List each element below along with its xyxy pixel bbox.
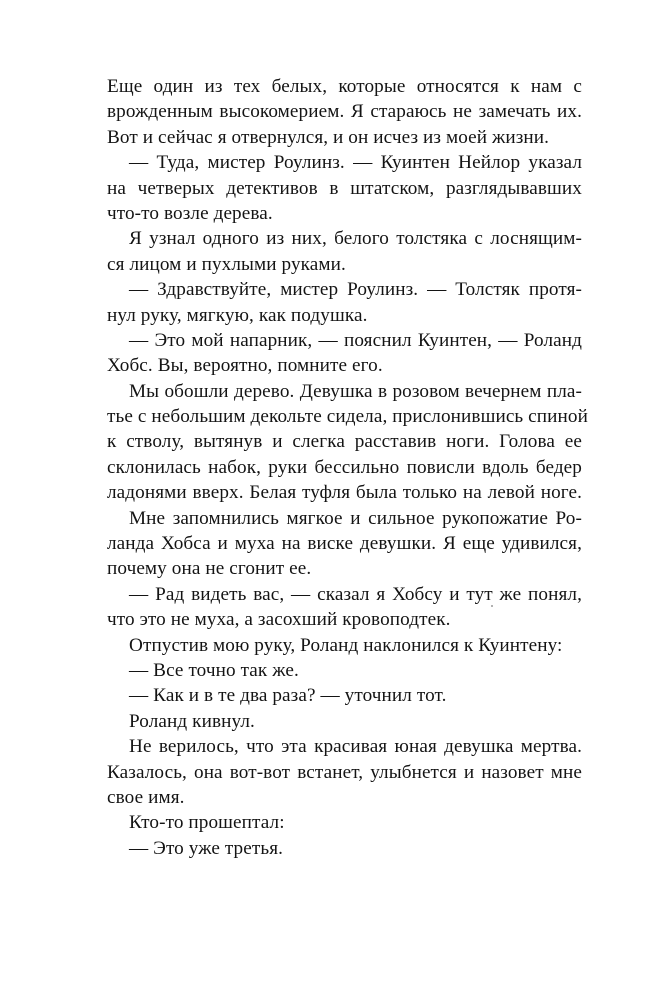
text-line: — Рад видеть вас, — сказал я Хобсу и тут же понял, xyxy=(129,583,582,605)
text-line: Кто-то прошептал: xyxy=(129,812,285,834)
text-line: что-то возле дерева. xyxy=(107,202,273,224)
text-line: — Как и в те два раза? — уточнил тот. xyxy=(129,685,447,707)
text-line: свое имя. xyxy=(107,786,185,808)
text-line: почему она не сгонит ее. xyxy=(107,558,312,580)
text-line: — Туда, мистер Роулинз. — Куинтен Нейлор указал xyxy=(129,152,582,174)
text-line: — Все точно так же. xyxy=(129,659,299,681)
text-line: склонилась набок, руки бессильно повисли вдоль бедер xyxy=(107,456,582,478)
text-line: нул руку, мягкую, как подушка. xyxy=(107,304,368,326)
text-line: — Это уже третья. xyxy=(129,837,284,859)
text-line: что это не муха, а засохший кровоподтек. xyxy=(107,609,451,631)
text-line: Еще один из тех белых, которые относятся к нам с xyxy=(107,76,582,97)
text-line: Казалось, она вот-вот встанет, улыбнется и назовет мне xyxy=(107,761,582,783)
text-line: — Это мой напарник, — пояснил Куинтен, — Роланд xyxy=(129,329,582,351)
text-line: к стволу, вытянув и слегка расставив ноги. Голова ее xyxy=(107,431,582,453)
text-line: Я узнал одного из них, белого толстяка с лоснящим- xyxy=(129,228,582,250)
text-line: ладонями вверх. Белая туфля была только на левой ноге. xyxy=(107,482,582,504)
text-line: Не верилось, что эта красивая юная девушка мертва. xyxy=(129,736,582,758)
text-line: Отпустив мою руку, Роланд наклонился к Куинтену: xyxy=(129,634,563,656)
page-body-text xyxy=(107,74,588,861)
text-line: Роланд кивнул. xyxy=(129,710,255,732)
text-line: Мне запомнились мягкое и сильное рукопожатие Ро- xyxy=(129,507,582,529)
text-line: Хобс. Вы, вероятно, помните его. xyxy=(107,355,383,377)
text-line: тье с небольшим декольте сидела, прислонившись спиной xyxy=(107,406,588,428)
text-line: врожденным высокомерием. Я стараюсь не замечать их. xyxy=(107,101,582,123)
text-line: ланда Хобса и муха на виске девушки. Я еще удивился, xyxy=(107,533,582,555)
text-line: на четверых детективов в штатском, разглядывавших xyxy=(107,177,582,199)
text-line: ся лицом и пухлыми руками. xyxy=(107,253,346,275)
text-line: — Здравствуйте, мистер Роулинз. — Толстяк протя- xyxy=(129,279,582,301)
text-line: Вот и сейчас я отвернулся, и он исчез из моей жизни. xyxy=(107,126,550,148)
text-line: Мы обошли дерево. Девушка в розовом вечернем пла- xyxy=(129,380,582,402)
print-speck xyxy=(491,605,493,607)
